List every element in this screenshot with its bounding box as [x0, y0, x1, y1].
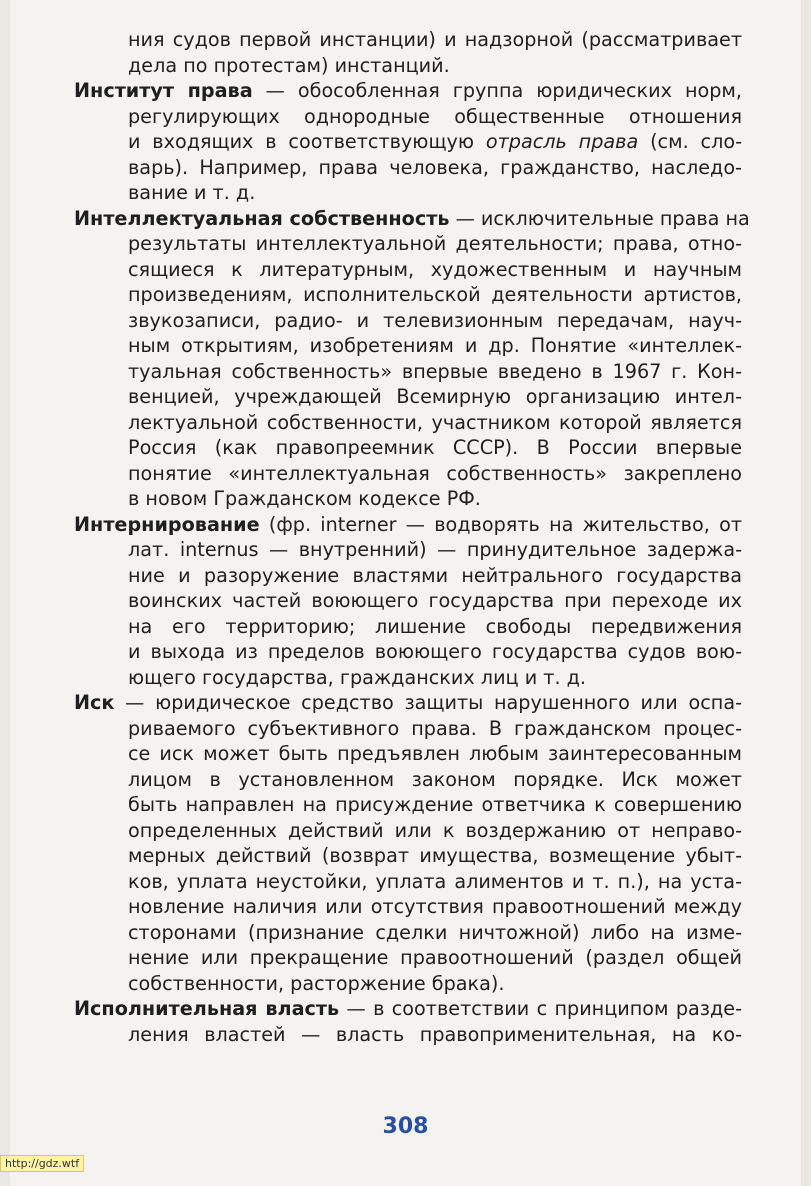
glossary-entry-institute-of-law — [74, 78, 742, 206]
text-fragment: и входящих в соответствующую — [128, 130, 486, 153]
page-edge-left — [0, 0, 10, 1186]
text-line: венцией, учреждающей Всемирную организацию интел- — [128, 385, 742, 408]
text-line: ние и разоружение властями нейтрального государства — [128, 563, 742, 587]
entry-text: — юридическое средство защиты нарушенного или оспа- — [114, 691, 742, 714]
entry-first-line — [74, 996, 742, 1022]
text-line: ния судов первой инстанции) и надзорной (рассматривает — [128, 28, 742, 51]
text-line: новление наличия или отсутствия правоотношений между — [128, 895, 742, 918]
text-line: туальная собственность» впервые введено в 1967 г. Кон- — [128, 359, 742, 383]
entry-first-line — [74, 690, 742, 716]
text-line: произведениям, исполнительской деятельности артистов, — [128, 283, 742, 306]
text-line: ков, уплата неустойки, уплата алиментов и т. п.), на уста- — [128, 869, 742, 893]
text-line: сторонами (признание сделки ничтожной) либо на изме- — [128, 920, 742, 944]
text-line: лектуальной собственности, участником которой является — [128, 410, 742, 434]
text-line: ющего государства, гражданских лиц и т. д. — [128, 665, 587, 689]
entry-text: — обособленная группа юридических норм, — [252, 79, 742, 102]
entry-term: Институт права — [74, 79, 253, 102]
text-line: результаты интеллектуальной деятельности; права, отно- — [128, 232, 742, 255]
text-line: на его территорию; лишение свободы передвижения — [128, 614, 742, 638]
entry-text: (фр. interner — водворять на жительство, от — [259, 512, 742, 536]
entry-term: Интеллектуальная собственность — [74, 206, 450, 230]
glossary-entry-executive-power — [74, 996, 742, 1047]
text-line: ным открытиям, изобретениям и др. Понятие «интеллек- — [128, 334, 742, 357]
text-line: мерных действий (возврат имущества, возмещение убыт- — [128, 844, 742, 867]
text-line: понятие «интеллектуальная собственность» закреплено — [128, 461, 742, 485]
text-line: собственности, расторжение брака). — [128, 971, 505, 995]
glossary-entry-internment — [74, 512, 742, 691]
text-line: в новом Гражданском кодексе РФ. — [128, 487, 481, 510]
cross-reference: отрасль права — [485, 130, 639, 153]
watermark-link[interactable]: http://gdz.wtf — [0, 1155, 84, 1172]
text-line — [74, 129, 742, 155]
text-line: определенных действий или к воздержанию от неправо- — [128, 818, 742, 842]
text-line: и выхода из пределов воюющего государства судов вою- — [128, 640, 742, 663]
text-line: ления властей — власть правоприменительная, на ко- — [128, 1022, 742, 1046]
text-line: звукозаписи, радио- и телевизионным передачам, науч- — [128, 308, 742, 332]
text-line: регулирующих однородные общественные отношения — [128, 104, 742, 128]
page-number: 308 — [382, 1114, 429, 1139]
page-edge-right — [801, 0, 811, 1186]
entry-first-line — [74, 206, 750, 232]
glossary-entry-lawsuit — [74, 690, 742, 996]
entry-term: Интернирование — [74, 512, 260, 536]
text-line: варь). Например, права человека, гражданство, наследо- — [128, 155, 742, 179]
entry-text: — в соответствии с принципом разде- — [339, 997, 743, 1020]
entry-first-line — [74, 78, 742, 104]
text-line: вание и т. д. — [128, 181, 256, 204]
glossary-text — [74, 27, 750, 1047]
text-line: дела по протестам) инстанций. — [128, 53, 450, 77]
text-line: риваемого субъективного права. В гражданском процес- — [128, 716, 742, 740]
entry-first-line — [74, 512, 742, 538]
text-fragment: (см. сло- — [638, 130, 742, 153]
glossary-entry-intellectual-property — [74, 206, 750, 512]
text-line: се иск может быть предъявлен любым заинтересованным — [128, 742, 742, 765]
text-line: быть направлен на присуждение ответчика к совершению — [128, 793, 742, 816]
entry-term: Исполнительная власть — [74, 997, 340, 1020]
text-line: сящиеся к литературным, художественным и научным — [128, 257, 742, 281]
text-line: воинских частей воюющего государства при переходе их — [128, 589, 742, 612]
entry-text: — исключительные права на — [449, 206, 750, 230]
text-line: лицом в установленном законом порядке. Иск может — [128, 767, 742, 791]
entry-term: Иск — [74, 691, 115, 714]
text-line: лат. internus — внутренний) — принудительное задержа- — [128, 538, 742, 561]
text-line: Россия (как правопреемник СССР). В России впервые — [128, 436, 742, 459]
text-line: нение или прекращение правоотношений (раздел общей — [128, 946, 742, 969]
